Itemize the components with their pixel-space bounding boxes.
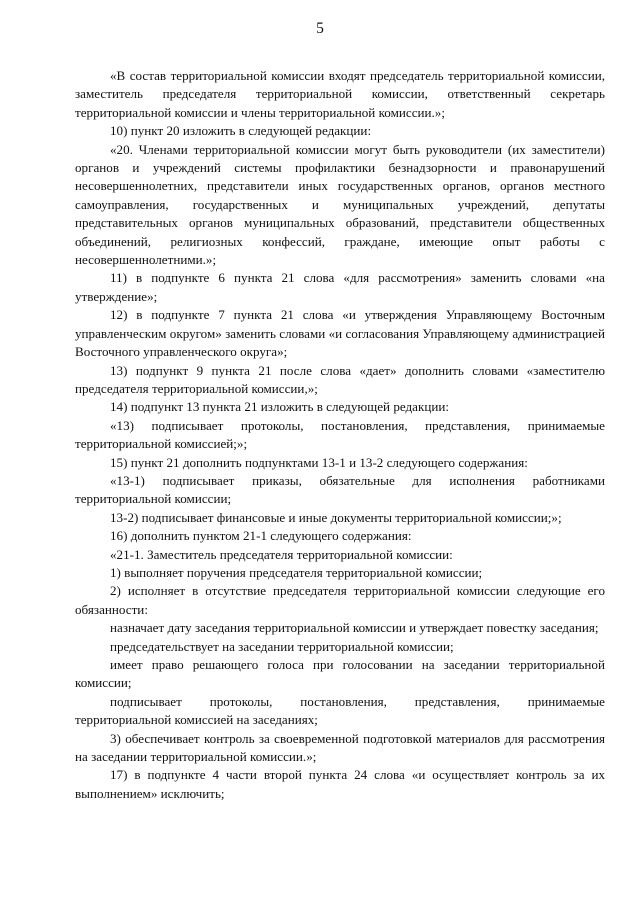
paragraph: «21-1. Заместитель председателя территориальной комиссии: bbox=[110, 546, 453, 562]
document-body bbox=[75, 67, 605, 803]
paragraph: 13-2) подписывает финансовые и иные документы территориальной комиссии;»; bbox=[110, 509, 562, 525]
paragraph: «13-1) подписывает приказы, обязательные для исполнения работниками территориальной комиссии; bbox=[75, 472, 605, 507]
paragraph: «В состав территориальной комиссии входят председатель территориальной комиссии, заместитель председателя территориальной комиссии, ответственный секретарь территориальной комиссии и члены территориальной комиссии.»; bbox=[75, 68, 605, 120]
paragraph: 13) подпункт 9 пункта 21 после слова «дает» дополнить словами «заместителю председателя территориальной комиссии,»; bbox=[75, 362, 605, 396]
page-number: 5 bbox=[316, 20, 324, 37]
paragraph: 2) исполняет в отсутствие председателя территориальной комиссии следующие его обязанности: bbox=[75, 583, 605, 617]
paragraph: 1) выполняет поручения председателя территориальной комиссии; bbox=[110, 564, 483, 580]
paragraph: «20. Членами территориальной комиссии могут быть руководители (их заместители) органов и учреждений системы профилактики безнадзорности и правонарушений несовершеннолетних, представители иных государственных органов, органов местного самоуправления, государственных и муниципальных учреждений, депутаты представительных органов муниципальных образований, представители общественных объединений, религиозных конфессий, граждане, имеющие опыт работы с несовершеннолетними.»; bbox=[75, 141, 605, 268]
paragraph: 16) дополнить пунктом 21-1 следующего содержания: bbox=[110, 528, 412, 544]
paragraph: 15) пункт 21 дополнить подпунктами 13-1 и 13-2 следующего содержания: bbox=[110, 454, 528, 470]
paragraph: 10) пункт 20 изложить в следующей редакции: bbox=[110, 123, 372, 139]
paragraph: 11) в подпункте 6 пункта 21 слова «для рассмотрения» заменить словами «на утверждение»; bbox=[75, 270, 605, 304]
paragraph: председательствует на заседании территориальной комиссии; bbox=[110, 638, 454, 654]
paragraph: 3) обеспечивает контроль за своевременной подготовкой материалов для рассмотрения на заседании территориальной комиссии.»; bbox=[75, 730, 605, 765]
paragraph: 14) подпункт 13 пункта 21 изложить в следующей редакции: bbox=[110, 399, 450, 415]
paragraph: назначает дату заседания территориальной комиссии и утверждает повестку заседания; bbox=[110, 620, 599, 636]
paragraph: «13) подписывает протоколы, постановления, представления, принимаемые территориальной комиссией;»; bbox=[75, 417, 605, 452]
paragraph: имеет право решающего голоса при голосовании на заседании территориальной комиссии; bbox=[75, 657, 605, 691]
paragraph: 12) в подпункте 7 пункта 21 слова «и утверждения Управляющему Восточным управленческим округом» заменить словами «и согласования Управляющему администрацией Восточного управленческого округа»; bbox=[75, 307, 605, 360]
paragraph: подписывает протоколы, постановления, представления, принимаемые территориальной комиссией на заседаниях; bbox=[75, 693, 605, 728]
paragraph: 17) в подпункте 4 части второй пункта 24 слова «и осуществляет контроль за их выполнением» исключить; bbox=[75, 767, 605, 801]
